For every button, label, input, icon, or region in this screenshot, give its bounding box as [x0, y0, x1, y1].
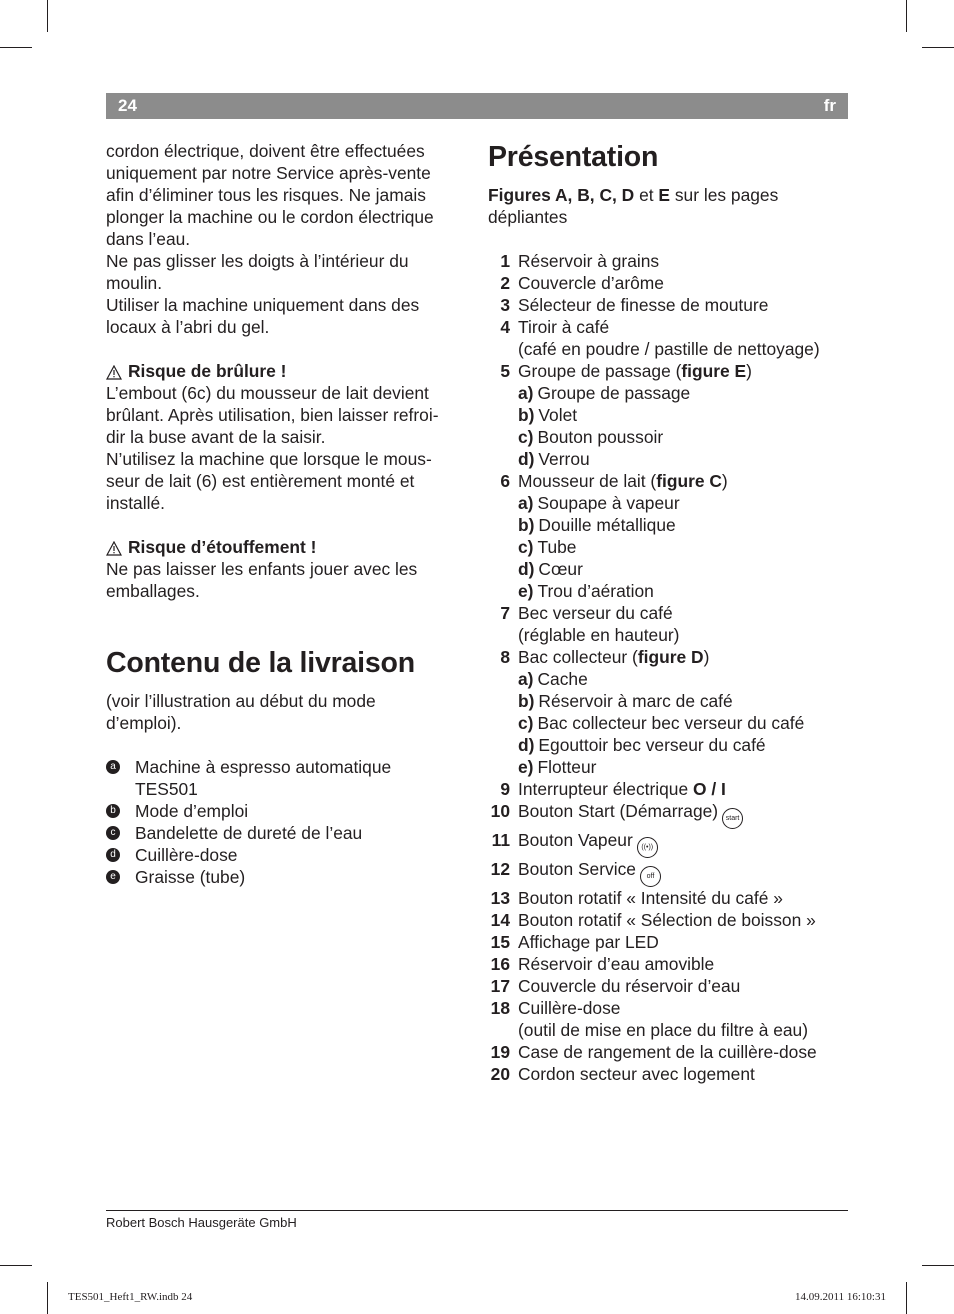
crop-mark	[47, 1282, 48, 1314]
page-number: 24	[118, 96, 137, 115]
component-item	[488, 602, 848, 624]
text-line: seur de lait (6) est entièrement monté et	[106, 471, 415, 491]
text-line: installé.	[106, 493, 165, 513]
delivery-item-text	[135, 822, 362, 844]
item-number: 15	[490, 932, 510, 952]
sub-text: Cache	[537, 669, 588, 689]
crop-mark	[922, 47, 954, 48]
letter-badge: d	[106, 848, 120, 862]
sub-letter: b)	[518, 405, 535, 425]
sub-text: Soupape à vapeur	[537, 493, 680, 513]
item-continuation: (outil de mise en place du filtre à eau)	[518, 1020, 809, 1040]
item-text: Mousseur de lait (figure C)	[518, 471, 728, 491]
sub-text: Flotteur	[537, 757, 597, 777]
component-item	[488, 858, 848, 887]
item-text: Bouton Service off	[518, 858, 661, 887]
sub-text: Tube	[537, 537, 577, 557]
item-text: Sélecteur de finesse de mouture	[518, 295, 769, 315]
text-line: locaux à l’abri du gel.	[106, 317, 270, 337]
sub-item	[488, 448, 848, 470]
text-line: uniquement par notre Service après-vente	[106, 163, 431, 183]
sub-text: Cœur	[538, 559, 583, 579]
sub-text: Bouton poussoir	[537, 427, 664, 447]
item-bold: figure C	[656, 471, 722, 491]
footer-company: Robert Bosch Hausgeräte GmbH	[106, 1215, 297, 1230]
delivery-item	[106, 866, 468, 888]
left-column	[106, 140, 468, 888]
text-line: Bandelette de dureté de l’eau	[135, 823, 363, 843]
item-continuation: (café en poudre / pastille de nettoyage)	[518, 339, 820, 359]
sub-item	[488, 668, 848, 690]
delivery-item-text	[135, 844, 237, 866]
crop-mark	[0, 1265, 32, 1266]
text-line: moulin.	[106, 273, 163, 293]
component-item	[488, 294, 848, 316]
item-text: Case de rangement de la cuillère-dose	[518, 1042, 817, 1062]
item-bold: O / I	[692, 779, 726, 799]
item-bold: figure D	[637, 647, 704, 667]
item-text: Affichage par LED	[518, 932, 659, 952]
sub-item	[488, 558, 848, 580]
component-item	[488, 778, 848, 800]
text-line: cordon électrique, doivent être effectuées	[106, 141, 425, 161]
delivery-list	[106, 756, 468, 888]
text-line: Utiliser la machine uniquement dans des	[106, 295, 420, 315]
delivery-item-text	[135, 756, 391, 800]
item-continuation: (réglable en hauteur)	[518, 625, 680, 645]
item-text: Bouton rotatif « Intensité du café »	[518, 888, 783, 908]
item-text: Bouton rotatif « Sélection de boisson »	[518, 910, 816, 930]
delivery-item	[106, 844, 468, 866]
delivery-item-text	[135, 866, 245, 888]
text-line: N’utilisez la machine que lorsque le mous-	[106, 449, 432, 469]
item-number: 16	[490, 954, 510, 974]
presentation-heading: Présentation	[488, 141, 659, 173]
component-item	[488, 360, 848, 382]
sub-item	[488, 492, 848, 514]
item-text: Couvercle d’arôme	[518, 273, 664, 293]
text-line: brûlant. Après utilisation, bien laisser refroi-	[106, 405, 439, 425]
text-line: TES501	[135, 779, 198, 799]
crop-mark	[906, 1282, 907, 1314]
language-code: fr	[823, 96, 836, 115]
sub-letter: b)	[518, 515, 535, 535]
component-item	[488, 909, 848, 931]
sub-text: Egouttoir bec verseur du café	[538, 735, 766, 755]
component-item	[488, 829, 848, 858]
item-text: Cuillère-dose	[518, 998, 621, 1018]
right-column	[488, 140, 848, 1085]
crop-mark	[47, 0, 48, 32]
sub-item	[488, 382, 848, 404]
text-line: Cuillère-dose	[135, 845, 238, 865]
sub-text: Trou d’aération	[537, 581, 654, 601]
crop-mark	[922, 1265, 954, 1266]
button-symbol-icon: start	[722, 808, 743, 829]
sub-item	[488, 712, 848, 734]
text-line: (voir l’illustration au début du mode	[106, 691, 376, 711]
item-text: Réservoir d’eau amovible	[518, 954, 715, 974]
sub-letter: c)	[518, 537, 534, 557]
sub-letter: e)	[518, 581, 534, 601]
sub-item	[488, 734, 848, 756]
item-text: Réservoir à grains	[518, 251, 660, 271]
item-text: Bouton Vapeur ((•))	[518, 829, 658, 858]
delivery-item-text	[135, 800, 248, 822]
slug-date: 14.09.2011 16:10:31	[795, 1291, 886, 1303]
item-number: 13	[490, 888, 510, 908]
component-list	[488, 250, 848, 1085]
item-number: 11	[491, 830, 510, 850]
component-item	[488, 1063, 848, 1085]
intro-text	[106, 140, 468, 338]
button-symbol-icon: off	[640, 866, 661, 887]
item-text: Couvercle du réservoir d’eau	[518, 976, 741, 996]
sub-letter: a)	[518, 493, 534, 513]
letter-badge: b	[106, 804, 120, 818]
sub-item	[488, 404, 848, 426]
text-line: Machine à espresso automatique	[135, 757, 392, 777]
item-number: 17	[490, 976, 510, 996]
item-number: 3	[500, 295, 510, 315]
sub-item	[488, 426, 848, 448]
warning-burn-title: Risque de brûlure !	[106, 360, 468, 382]
sub-item	[488, 514, 848, 536]
warning-suffocation-text	[106, 558, 468, 602]
text-line: L’embout (6c) du mousseur de lait devient	[106, 383, 429, 403]
sub-text: Verrou	[538, 449, 590, 469]
item-number: 19	[490, 1042, 510, 1062]
delivery-item	[106, 800, 468, 822]
crop-mark	[0, 47, 32, 48]
component-item	[488, 1041, 848, 1063]
item-text: Bec verseur du café	[518, 603, 673, 623]
component-item	[488, 953, 848, 975]
component-item	[488, 997, 848, 1019]
item-number: 5	[500, 361, 510, 381]
sub-letter: c)	[518, 713, 534, 733]
sub-text: Bac collecteur bec verseur du café	[537, 713, 805, 733]
button-symbol-icon: ((•))	[637, 837, 658, 858]
component-item	[488, 931, 848, 953]
warning-suffocation-title: Risque d’étouffement !	[106, 536, 468, 558]
item-text: Groupe de passage (figure E)	[518, 361, 752, 381]
item-number: 6	[500, 471, 510, 491]
sub-letter: a)	[518, 383, 534, 403]
item-bold: figure E	[681, 361, 747, 381]
sub-letter: e)	[518, 757, 534, 777]
sub-text: Groupe de passage	[537, 383, 691, 403]
item-text: Bac collecteur (figure D)	[518, 647, 710, 667]
warning-triangle-icon	[106, 541, 122, 556]
component-item	[488, 975, 848, 997]
sub-item	[488, 580, 848, 602]
item-text: Bouton Start (Démarrage) start	[518, 800, 743, 829]
item-text: Tiroir à café	[518, 317, 610, 337]
item-number: 4	[500, 317, 510, 337]
sub-item	[488, 690, 848, 712]
text-line: Ne pas laisser les enfants jouer avec les	[106, 559, 418, 579]
item-number: 1	[500, 251, 510, 271]
delivery-item	[106, 822, 468, 844]
figures-reference: Figures A, B, C, D et E sur les pages	[488, 185, 779, 205]
text-line: Graisse (tube)	[135, 867, 246, 887]
footer-rule	[106, 1210, 848, 1211]
sub-letter: d)	[518, 449, 535, 469]
warning-triangle-icon	[106, 365, 122, 380]
text-line: dir la buse avant de la saisir.	[106, 427, 326, 447]
item-number: 12	[490, 859, 510, 879]
delivery-heading: Contenu de la livraison	[106, 647, 415, 679]
component-item	[488, 250, 848, 272]
sub-letter: d)	[518, 559, 535, 579]
page-header-bar	[106, 93, 848, 119]
sub-text: Réservoir à marc de café	[538, 691, 733, 711]
component-item	[488, 646, 848, 668]
text-line: Ne pas glisser les doigts à l’intérieur du	[106, 251, 409, 271]
component-item	[488, 887, 848, 909]
item-number: 14	[490, 910, 510, 930]
item-number: 7	[500, 603, 510, 623]
item-text: Cordon secteur avec logement	[518, 1064, 755, 1084]
text-line: emballages.	[106, 581, 200, 601]
letter-badge: c	[106, 826, 120, 840]
sub-item	[488, 536, 848, 558]
figures-reference-line2: dépliantes	[488, 207, 568, 227]
sub-letter: a)	[518, 669, 534, 689]
component-item	[488, 800, 848, 829]
sub-letter: d)	[518, 735, 535, 755]
item-number: 10	[490, 801, 510, 821]
item-text: Interrupteur électrique O / I	[518, 779, 726, 799]
component-item	[488, 272, 848, 294]
item-number: 20	[490, 1064, 510, 1084]
item-number: 2	[500, 273, 510, 293]
item-number: 9	[500, 779, 510, 799]
delivery-item	[106, 756, 468, 800]
sub-text: Volet	[538, 405, 578, 425]
crop-mark	[906, 0, 907, 32]
warning-burn-text	[106, 382, 468, 514]
text-line: plonger la machine ou le cordon électrique	[106, 207, 434, 227]
sub-letter: b)	[518, 691, 535, 711]
text-line: dans l’eau.	[106, 229, 191, 249]
sub-item	[488, 756, 848, 778]
item-number: 18	[490, 998, 510, 1018]
text-line: d’emploi).	[106, 713, 182, 733]
sub-letter: c)	[518, 427, 534, 447]
component-item	[488, 316, 848, 338]
slug-file: TES501_Heft1_RW.indb 24	[68, 1291, 193, 1303]
component-item	[488, 470, 848, 492]
sub-text: Douille métallique	[538, 515, 676, 535]
item-number: 8	[500, 647, 510, 667]
letter-badge: e	[106, 870, 120, 884]
delivery-note	[106, 690, 468, 734]
letter-badge: a	[106, 760, 120, 774]
text-line: Mode d’emploi	[135, 801, 249, 821]
text-line: afin d’éliminer tous les risques. Ne jamais	[106, 185, 426, 205]
